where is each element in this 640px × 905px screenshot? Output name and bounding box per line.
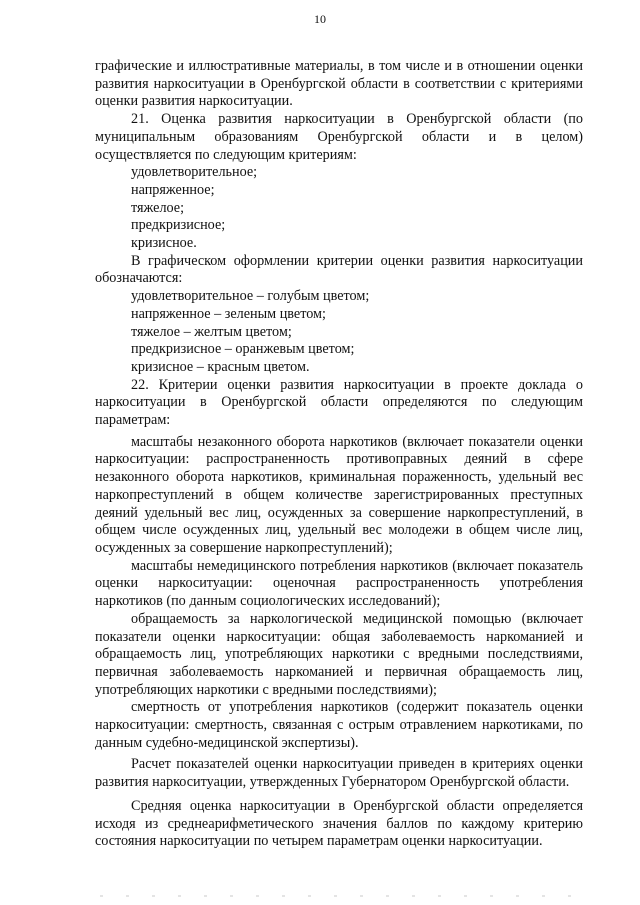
criteria-list-item: предкризисное;	[131, 217, 226, 234]
criteria-list-item: напряженное;	[131, 181, 215, 198]
page-number: 10	[314, 12, 326, 26]
criteria-list-item: удовлетворительное;	[131, 164, 258, 181]
paragraph-continuation: графические и иллюстративные материалы, в том числе и в отношении оценки развития наркоситуации в Оренбургской области в соответствии с критериями оценки развития наркоситуации.	[95, 58, 583, 110]
parameter-non-medical-use: масштабы немедицинского потребления наркотиков (включает показатель оценки наркоситуации: оценочная распространенность употребления наркотиков (по данным социологических исследований);	[95, 557, 583, 610]
color-list-item: тяжелое – желтым цветом;	[131, 323, 292, 340]
color-list-item: предкризисное – оранжевым цветом;	[131, 341, 355, 358]
scan-artifact-line	[100, 895, 580, 897]
criteria-list-item: кризисное.	[131, 235, 197, 252]
paragraph-clause-21: 21. Оценка развития наркоситуации в Оренбургской области (по муниципальным образованиям Оренбургской области и в целом) осуществляется по следующим критериям:	[95, 111, 583, 163]
parameter-mortality: смертность от употребления наркотиков (содержит показатель оценки наркоситуации: смертность, связанная с острым отравлением наркотиками, по данным судебно-медицинской экспертизы).	[95, 699, 583, 751]
paragraph-clause-22: 22. Критерии оценки развития наркоситуации в проекте доклада о наркоситуации в Оренбургской области определяются по следующим параметрам:	[95, 376, 583, 429]
parameter-illegal-trafficking: масштабы незаконного оборота наркотиков (включает показатели оценки наркоситуации: распространенность противоправных деяний в сфере незаконного оборота наркотиков, криминальная пораженность, удельный вес наркопреступлений в общем количестве зарегистрированных преступных деяний удельный вес лиц, осужденных за совершение наркопреступлений, в общем числе осужденных лиц, удельный вес молодежи в общем числе лиц, осужденных за совершение наркопреступлений);	[95, 433, 583, 556]
paragraph-graphic-design: В графическом оформлении критерии оценки развития наркоситуации обозначаются:	[95, 252, 583, 287]
paragraph-average-assessment: Средняя оценка наркоситуации в Оренбургской области определяется исходя из среднеарифметического значения баллов по каждому критерию состояния наркоситуации по четырем параметрам оценки наркоситуации.	[95, 797, 583, 850]
color-list-item: удовлетворительное – голубым цветом;	[131, 288, 370, 305]
paragraph-calculation: Расчет показателей оценки наркоситуации приведен в критериях оценки развития наркоситуации, утвержденных Губернатором Оренбургской области.	[95, 756, 583, 791]
document-body	[95, 58, 583, 851]
criteria-list-item: тяжелое;	[131, 199, 185, 216]
color-list-item: кризисное – красным цветом.	[131, 358, 310, 375]
color-list-item: напряженное – зеленым цветом;	[131, 305, 326, 322]
parameter-medical-care: обращаемость за наркологической медицинской помощью (включает показатели оценки наркоситуации: общая заболеваемость наркоманией и обращаемость лиц, употребляющих наркотики с вредными последствиями, первичная заболеваемость наркоманией и первичная обращаемость лиц, употребляющих наркотики с вредными последствиями);	[95, 610, 583, 698]
